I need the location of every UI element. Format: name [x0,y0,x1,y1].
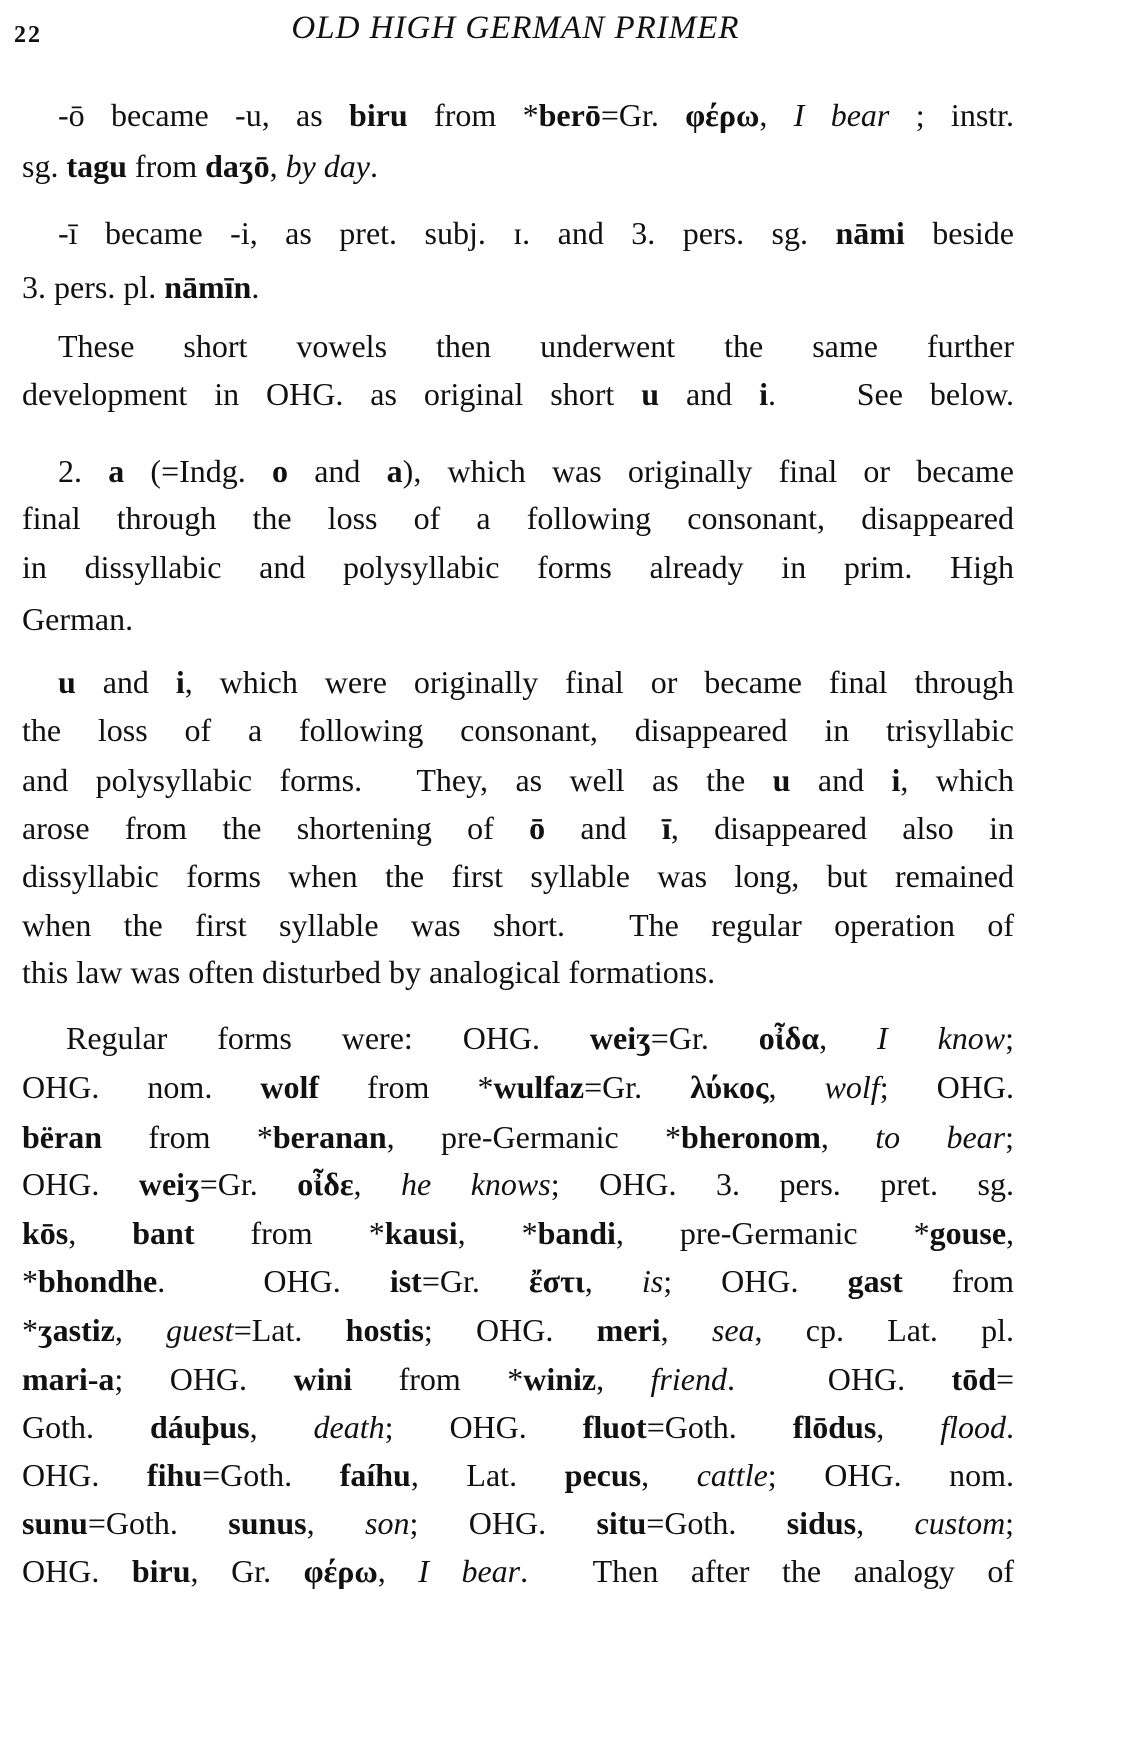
text-run: , [660,1312,712,1348]
bold-term: kausi [384,1215,458,1251]
italic-gloss: I bear [793,97,890,133]
bold-term: οἶδα [758,1020,820,1056]
bold-term: weiʒ [589,1020,651,1056]
bold-term: o [272,453,289,489]
bold-term: weiʒ [138,1166,200,1202]
bold-term: mari-a [22,1361,115,1397]
text-run: =Goth. [646,1505,787,1541]
italic-gloss: I bear [418,1553,521,1589]
text-line [22,952,1014,992]
running-head: OLD HIGH GERMAN PRIMER [291,10,740,46]
bold-term: i [891,762,901,798]
text-run: arose from the shortening of [22,810,530,846]
text-run: . See below. [767,376,1015,412]
text-run: in dissyllabic and polysyllabic forms already in prim. High [22,549,1014,585]
text-run: , [68,1215,133,1251]
text-line [22,1503,1014,1543]
text-line [22,1310,1014,1350]
italic-gloss: guest [166,1312,234,1348]
text-run: , [269,148,286,184]
bold-term: gouse [929,1215,1007,1251]
bold-term: λύκος [690,1069,769,1105]
text-line [22,599,1014,639]
text-run: the loss of a following consonant, disappeared in trisyllabic [22,712,1014,748]
text-run: -ō became -u, as [58,97,350,133]
text-run: = [995,1361,1015,1397]
text-run: , Gr. [190,1553,304,1589]
text-run: 2. [58,453,109,489]
bold-term: tagu [66,148,127,184]
text-run: final through the loss of a following consonant, disappeared [22,500,1014,536]
text-run: , [306,1505,365,1541]
bold-term: nāmi [835,215,905,251]
bold-term: bheronom [681,1119,821,1155]
text-run: when the first syllable was short. The regular operation of [22,907,1014,943]
text-run: OHG. nom. [22,1069,261,1105]
bold-term: bant [132,1215,195,1251]
text-run: . OHG. [726,1361,952,1397]
text-run: , which were originally final or became final through [184,664,1015,700]
text-run: , * [457,1215,538,1251]
bold-term: wulfaz [493,1069,585,1105]
text-run: , pre-Germanic * [386,1119,682,1155]
text-run: , [114,1312,167,1348]
italic-gloss: death [313,1409,385,1445]
bold-term: wini [293,1361,353,1397]
text-run: , [584,1263,642,1299]
text-run: , which [900,762,1015,798]
text-run: , Lat. [410,1457,565,1493]
bold-term: berō [538,97,601,133]
text-run: ; [1005,1020,1015,1056]
bold-term: ī [661,810,671,846]
text-run: Goth. [22,1409,150,1445]
bold-term: sunu [22,1505,88,1541]
text-line [22,1359,1014,1399]
bold-term: i [175,664,185,700]
text-run: from [126,148,206,184]
bold-term: beranan [272,1119,387,1155]
text-run: , [1006,1215,1015,1251]
text-run: =Gr. [584,1069,691,1105]
text-line [22,95,1014,135]
bold-term: faíhu [339,1457,411,1493]
text-line [22,1213,1014,1253]
text-run: and [75,664,176,700]
text-run: , [876,1409,941,1445]
text-line [22,547,1014,587]
bold-term: biru [131,1553,191,1589]
text-line [22,856,1014,896]
text-run: . Then after the analogy of [520,1553,1015,1589]
text-line [22,1018,1014,1058]
text-line [22,1164,1014,1204]
text-line [22,1455,1014,1495]
text-run: OHG. [22,1166,139,1202]
text-run: . [369,148,378,184]
text-run: Regular forms were: OHG. [66,1020,590,1056]
text-run: =Gr. [421,1263,529,1299]
italic-gloss: to bear [875,1119,1006,1155]
bold-term: winiz [523,1361,597,1397]
text-run: OHG. [22,1457,147,1493]
text-run: , cp. Lat. pl. [754,1312,1015,1348]
text-run: , pre-Germanic * [615,1215,930,1251]
text-run: , [596,1361,651,1397]
bold-term: u [58,664,76,700]
text-run: from * [352,1361,524,1397]
italic-gloss: sea [711,1312,755,1348]
text-run: from [902,1263,1015,1299]
italic-gloss: by day [285,148,370,184]
text-run: from * [407,97,539,133]
text-line [22,1067,1014,1107]
text-run: 3. pers. pl. [22,269,165,305]
text-run: ; OHG. [409,1505,597,1541]
italic-gloss: he knows [401,1166,551,1202]
text-run: These short vowels then underwent the same further [58,328,1014,364]
bold-term: ʒastiz [38,1312,115,1348]
text-run: ; OHG. [384,1409,583,1445]
text-line [22,808,1014,848]
bold-term: ist [389,1263,422,1299]
bold-term: u [772,762,791,798]
bold-term: wolf [260,1069,320,1105]
text-run: . OHG. [157,1263,390,1299]
text-run: =Goth. [87,1505,229,1541]
bold-term: hostis [345,1312,424,1348]
bold-term: ō [529,810,546,846]
text-run: ; [1005,1505,1015,1541]
text-line [22,905,1014,945]
text-run: =Lat. [233,1312,346,1348]
text-run: =Goth. [202,1457,340,1493]
bold-term: fluot [582,1409,647,1445]
text-line [22,1551,1014,1591]
text-line [22,1117,1014,1157]
text-run: ; OHG. [663,1263,848,1299]
text-run: , [768,1069,825,1105]
bold-term: kōs [22,1215,69,1251]
bold-term: sidus [786,1505,857,1541]
text-line [22,662,1014,702]
text-run: and [659,376,760,412]
bold-term: sunus [228,1505,307,1541]
text-line [22,451,1014,491]
text-run: OHG. [22,1553,132,1589]
text-line [22,498,1014,538]
bold-term: bëran [22,1119,102,1155]
text-run: -ī became -i, as pret. subj. ɪ. and 3. pers. sg. [58,215,836,251]
text-run: . [251,269,260,305]
bold-term: pecus [564,1457,642,1493]
bold-term: meri [596,1312,661,1348]
italic-gloss: wolf [824,1069,880,1105]
text-line [22,710,1014,750]
text-run: and [545,810,662,846]
bold-term: flōdus [792,1409,877,1445]
text-run: * [22,1263,38,1299]
text-run: * [22,1312,38,1348]
text-run: sg. [22,148,67,184]
text-run: from * [194,1215,385,1251]
italic-gloss: custom [914,1505,1006,1541]
text-run: =Goth. [646,1409,793,1445]
bold-term: a [386,453,403,489]
bold-term: biru [349,97,408,133]
text-run: dissyllabic forms when the first syllable was long, but remained [22,858,1014,894]
bold-term: a [108,453,125,489]
text-run: ; [1005,1119,1015,1155]
text-run: , [641,1457,697,1493]
text-line [22,374,1014,414]
bold-term: nāmīn [164,269,252,305]
bold-term: οἶδε [297,1166,354,1202]
bold-term: tōd [951,1361,996,1397]
text-run: , [856,1505,915,1541]
text-run: , [759,97,794,133]
bold-term: φέρω [303,1553,378,1589]
text-run: and [288,453,387,489]
bold-term: bhondhe [38,1263,158,1299]
italic-gloss: I know [877,1020,1006,1056]
text-run: , [819,1020,878,1056]
text-run: (=Indg. [124,453,273,489]
text-run: ; OHG. 3. pers. pret. sg. [550,1166,1015,1202]
text-run: ; OHG. [114,1361,294,1397]
text-run: , [249,1409,314,1445]
text-run: ; instr. [889,97,1015,133]
page-number: 22 [14,22,42,48]
italic-gloss: cattle [696,1457,768,1493]
bold-term: u [641,376,660,412]
bold-term: bandi [537,1215,616,1251]
italic-gloss: friend [650,1361,727,1397]
text-run: , [353,1166,401,1202]
bold-term: fihu [146,1457,203,1493]
bold-term: daʒō [205,148,270,184]
text-run: this law was often disturbed by analogical formations. [22,954,716,990]
italic-gloss: son [365,1505,410,1541]
text-line [22,326,1014,366]
bold-term: situ [596,1505,647,1541]
text-run: from * [102,1119,273,1155]
bold-term: i [759,376,768,412]
bold-term: gast [847,1263,903,1299]
text-line [22,146,1014,186]
text-line [22,267,1014,307]
text-run: development in OHG. as original short [22,376,642,412]
text-run: , [377,1553,419,1589]
text-run: =Gr. [600,97,686,133]
text-run: , disappeared also in [670,810,1015,846]
bold-term: dáuþus [149,1409,250,1445]
text-line [22,213,1014,253]
bold-term: ἔστι [528,1263,585,1299]
text-run: and polysyllabic forms. They, as well as the [22,762,773,798]
text-run: ; OHG. nom. [767,1457,1015,1493]
bold-term: φέρω [685,97,760,133]
italic-gloss: is [641,1263,664,1299]
text-run: =Gr. [199,1166,298,1202]
text-line [22,1407,1014,1447]
text-run: ; OHG. [879,1069,1014,1105]
text-run: from * [319,1069,494,1105]
text-line [22,760,1014,800]
text-line [22,1261,1014,1301]
text-run: =Gr. [650,1020,759,1056]
text-run: and [790,762,892,798]
italic-gloss: flood [940,1409,1006,1445]
text-run: ), which was originally final or became [402,453,1015,489]
text-run: German. [22,601,134,637]
text-run: ; OHG. [423,1312,597,1348]
text-run: , [820,1119,876,1155]
text-run: . [1006,1409,1014,1445]
text-run: beside [904,215,1015,251]
